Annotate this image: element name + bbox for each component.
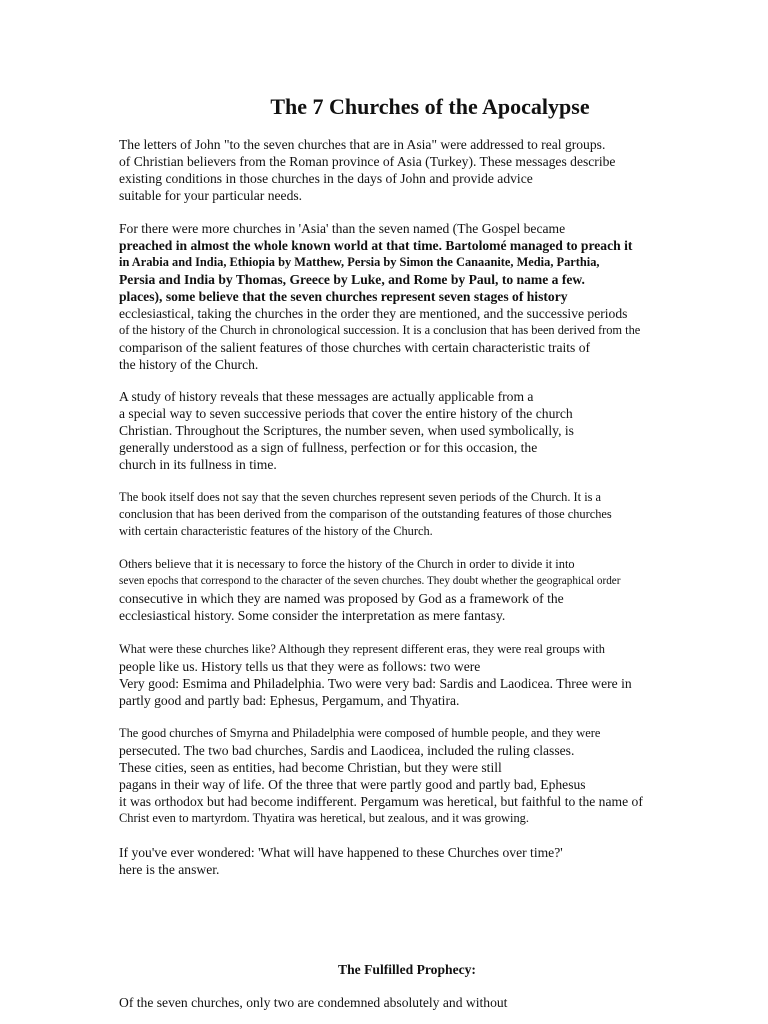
page-title: The 7 Churches of the Apocalypse [270, 94, 590, 119]
text-line: Others believe that it is necessary to force the history of the Church in order to divide it into [119, 557, 575, 571]
text-line: What were these churches like? Although they represent different eras, they were real groups with [119, 642, 605, 656]
text-line: For there were more churches in 'Asia' than the seven named (The Gospel became [119, 221, 566, 236]
paragraph-closing [119, 994, 739, 1011]
text-line-bold: in Arabia and India, Ethiopia by Matthew, Persia by Simon the Canaanite, Media, Parthia, [119, 255, 600, 269]
text-line: suitable for your particular needs. [119, 188, 303, 203]
paragraph-intro [119, 136, 739, 204]
text-line: pagans in their way of life. Of the three that were partly good and partly bad, Ephesus [119, 777, 586, 792]
paragraph-book-itself [119, 489, 739, 540]
text-line-bold: places), some believe that the seven churches represent seven stages of history [119, 289, 568, 304]
text-line: church in its fullness in time. [119, 457, 277, 472]
text-line: partly good and partly bad: Ephesus, Pergamum, and Thyatira. [119, 693, 460, 708]
text-line: These cities, seen as entities, had become Christian, but they were still [119, 760, 502, 775]
text-line: persecuted. The two bad churches, Sardis and Laodicea, included the ruling classes. [119, 743, 575, 758]
text-line: The letters of John "to the seven churches that are in Asia" were addressed to real groups. [119, 137, 606, 152]
text-line: existing conditions in those churches in the days of John and provide advice [119, 171, 533, 186]
text-line: If you've ever wondered: 'What will have happened to these Churches over time?' [119, 845, 563, 860]
paragraph-good-churches [119, 725, 739, 827]
paragraph-what-were-churches [119, 641, 739, 709]
paragraph-study-history [119, 388, 739, 473]
text-line-bold: Persia and India by Thomas, Greece by Luke, and Rome by Paul, to name a few. [119, 272, 585, 287]
paragraph-others-believe [119, 556, 739, 624]
text-line: people like us. History tells us that they were as follows: two were [119, 659, 481, 674]
text-line: Christ even to martyrdom. Thyatira was heretical, but zealous, and it was growing. [119, 811, 529, 825]
text-line: comparison of the salient features of those churches with certain characteristic traits of [119, 340, 591, 355]
text-line: with certain characteristic features of the history of the Church. [119, 524, 433, 538]
text-line: here is the answer. [119, 862, 220, 877]
text-line: the history of the Church. [119, 357, 259, 372]
text-line: a special way to seven successive periods that cover the entire history of the church [119, 406, 573, 421]
text-line: ecclesiastical, taking the churches in the order they are mentioned, and the successive periods [119, 306, 628, 321]
paragraph-wondered [119, 844, 739, 878]
text-line: of the history of the Church in chronological succession. It is a conclusion that has been derived from the [119, 323, 641, 337]
text-line-bold: preached in almost the whole known world at that time. Bartolomé managed to preach it [119, 238, 633, 253]
text-line: it was orthodox but had become indifferent. Pergamum was heretical, but faithful to the name of [119, 794, 643, 809]
text-line: A study of history reveals that these messages are actually applicable from a [119, 389, 534, 404]
text-line: ecclesiastical history. Some consider the interpretation as mere fantasy. [119, 608, 506, 623]
text-line: seven epochs that correspond to the character of the seven churches. They doubt whether the geographical order [119, 575, 621, 587]
text-line: Of the seven churches, only two are condemned absolutely and without [119, 995, 508, 1010]
text-line: of Christian believers from the Roman province of Asia (Turkey). These messages describe [119, 154, 616, 169]
text-line: The book itself does not say that the seven churches represent seven periods of the Church. It is a [119, 490, 602, 504]
text-line: conclusion that has been derived from the comparison of the outstanding features of those churches [119, 507, 612, 521]
text-line: generally understood as a sign of fullness, perfection or for this occasion, the [119, 440, 538, 455]
text-line: Christian. Throughout the Scriptures, the number seven, when used symbolically, is [119, 423, 574, 438]
paragraph-more-churches [119, 220, 739, 373]
text-line: The good churches of Smyrna and Philadelphia were composed of humble people, and they were [119, 726, 601, 740]
text-line: consecutive in which they are named was proposed by God as a framework of the [119, 591, 564, 606]
section-heading: The Fulfilled Prophecy: [338, 962, 476, 977]
text-line: Very good: Esmima and Philadelphia. Two were very bad: Sardis and Laodicea. Three were in [119, 676, 632, 691]
